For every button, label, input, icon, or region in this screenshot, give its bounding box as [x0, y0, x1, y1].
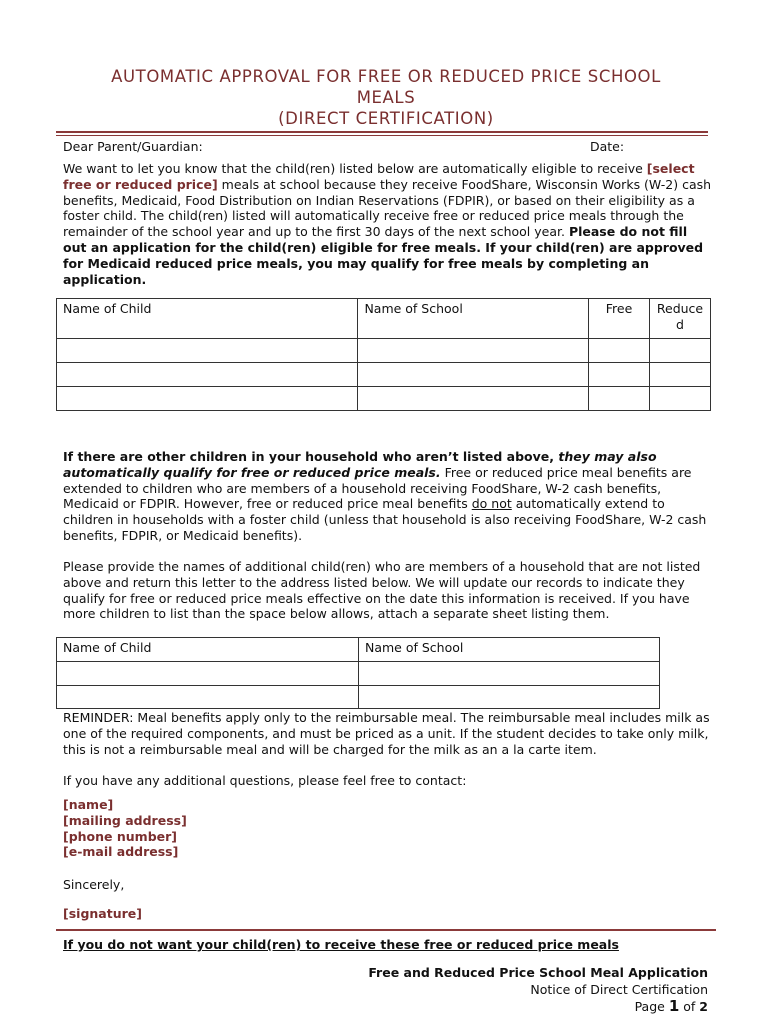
date-label: Date: [590, 139, 625, 154]
col-header-child: Name of Child [57, 299, 358, 339]
table-row [57, 363, 711, 387]
intro-bold-notice: Please do not fill out an application for the child(ren) eligible for free meals. If your child(ren) are approved for Medicaid reduced price meals, you may qualify for free meals by completing an application. [63, 224, 704, 287]
contact-mailing-address: [mailing address] [63, 812, 187, 828]
other-children-text-2: automatically extend to children in households with a foster child (unless that household is also receiving FoodShare, W-2 cash benefits, FDPIR, or Medicaid benefits). [63, 496, 707, 543]
page-number: 1 [668, 997, 680, 1015]
eligible-children-table [56, 298, 711, 411]
child-name-cell[interactable] [57, 363, 358, 387]
reduced-cell[interactable] [649, 387, 710, 411]
page-footer [368, 965, 708, 1016]
contact-name: [name] [63, 797, 114, 812]
page-title [56, 66, 716, 129]
table-header-row [57, 299, 711, 339]
meal-type-placeholder: [select free or reduced price] [63, 161, 695, 192]
other-children-bold-italic: they may also automatically qualify for free or reduced price meals. [63, 449, 657, 480]
free-cell[interactable] [589, 387, 650, 411]
footer-subtitle: Notice of Direct Certification [530, 981, 708, 997]
additional-children-table [56, 637, 660, 709]
other-children-bold: If there are other children in your household who aren’t listed above, [63, 449, 554, 464]
opt-out-heading: If you do not want your child(ren) to receive these free or reduced price meals [63, 937, 619, 952]
other-children-paragraph [63, 449, 713, 544]
intro-text-1: We want to let you know that the child(ren) listed below are automatically eligible to receive [63, 161, 647, 176]
reminder-paragraph: REMINDER: Meal benefits apply only to the reimbursable meal. The reimbursable meal includes milk as one of the required components, and must be priced as a unit. If the student decides to take only milk, this is not a reimbursable meal and will be charged for the milk as an a la carte item. [63, 710, 710, 757]
school-name-cell[interactable] [358, 339, 589, 363]
child-name-cell[interactable] [57, 339, 358, 363]
reduced-cell[interactable] [649, 363, 710, 387]
provide-names-paragraph: Please provide the names of additional child(ren) who are members of a household that are not listed above and return this letter to the address listed below. We will update our records to indicate they qualify for free or reduced price meals effective on the date this information is received. If you have more children to list than the space below allows, attach a separate sheet listing them. [63, 559, 701, 622]
table-row [57, 339, 711, 363]
closing: Sincerely, [63, 877, 125, 892]
table-row [57, 686, 660, 709]
reduced-cell[interactable] [649, 339, 710, 363]
school-name-cell[interactable] [359, 662, 660, 686]
salutation: Dear Parent/Guardian: [63, 139, 203, 154]
do-not-underlined: do not [471, 496, 512, 512]
questions-line: If you have any additional questions, please feel free to contact: [63, 773, 467, 788]
title-line-1: AUTOMATIC APPROVAL FOR FREE OR REDUCED PRICE SCHOOL [111, 67, 661, 86]
child-name-cell[interactable] [57, 662, 359, 686]
title-divider-thin [56, 135, 708, 136]
title-divider [56, 131, 708, 133]
section-divider [56, 929, 716, 931]
intro-text-2: meals at school because they receive FoodShare, Wisconsin Works (W-2) cash benefits, Medicaid, Food Distribution on Indian Reservations (FDPIR), or based on their eligibility as a foster child. The child(ren) listed will automatically receive free or reduced price meals through the remainder of the school year and up to the first 30 days of the next school year. [63, 176, 712, 240]
col-header-child: Name of Child [57, 638, 359, 662]
signature-placeholder: [signature] [63, 906, 142, 921]
title-line-3: (DIRECT CERTIFICATION) [278, 109, 494, 128]
table-header-row [57, 638, 660, 662]
col-header-school: Name of School [359, 638, 660, 662]
school-name-cell[interactable] [358, 387, 589, 411]
footer-form-title: Free and Reduced Price School Meal Application [368, 965, 708, 980]
contact-email: [e-mail address] [63, 844, 179, 860]
table-row [57, 662, 660, 686]
table-row [57, 387, 711, 411]
col-header-reduced: Reduce d [649, 299, 710, 339]
col-header-free: Free [589, 299, 650, 339]
free-cell[interactable] [589, 363, 650, 387]
child-name-cell[interactable] [57, 686, 359, 709]
contact-block [63, 797, 713, 860]
intro-paragraph [63, 161, 713, 287]
of-label: of [683, 999, 696, 1014]
child-name-cell[interactable] [57, 387, 358, 411]
free-cell[interactable] [589, 339, 650, 363]
other-children-text-1: Free or reduced price meal benefits are extended to children who are members of a household receiving FoodShare, W-2 cash benefits, Medicaid or FDPIR. However, free or reduced price meal benefits [63, 464, 692, 512]
contact-phone: [phone number] [63, 828, 178, 844]
title-line-2: MEALS [356, 88, 416, 107]
school-name-cell[interactable] [358, 363, 589, 387]
col-header-school: Name of School [358, 299, 589, 339]
page-indicator [368, 998, 708, 1016]
page-total: 2 [699, 999, 708, 1014]
page-label: Page [634, 999, 665, 1014]
school-name-cell[interactable] [359, 686, 660, 709]
